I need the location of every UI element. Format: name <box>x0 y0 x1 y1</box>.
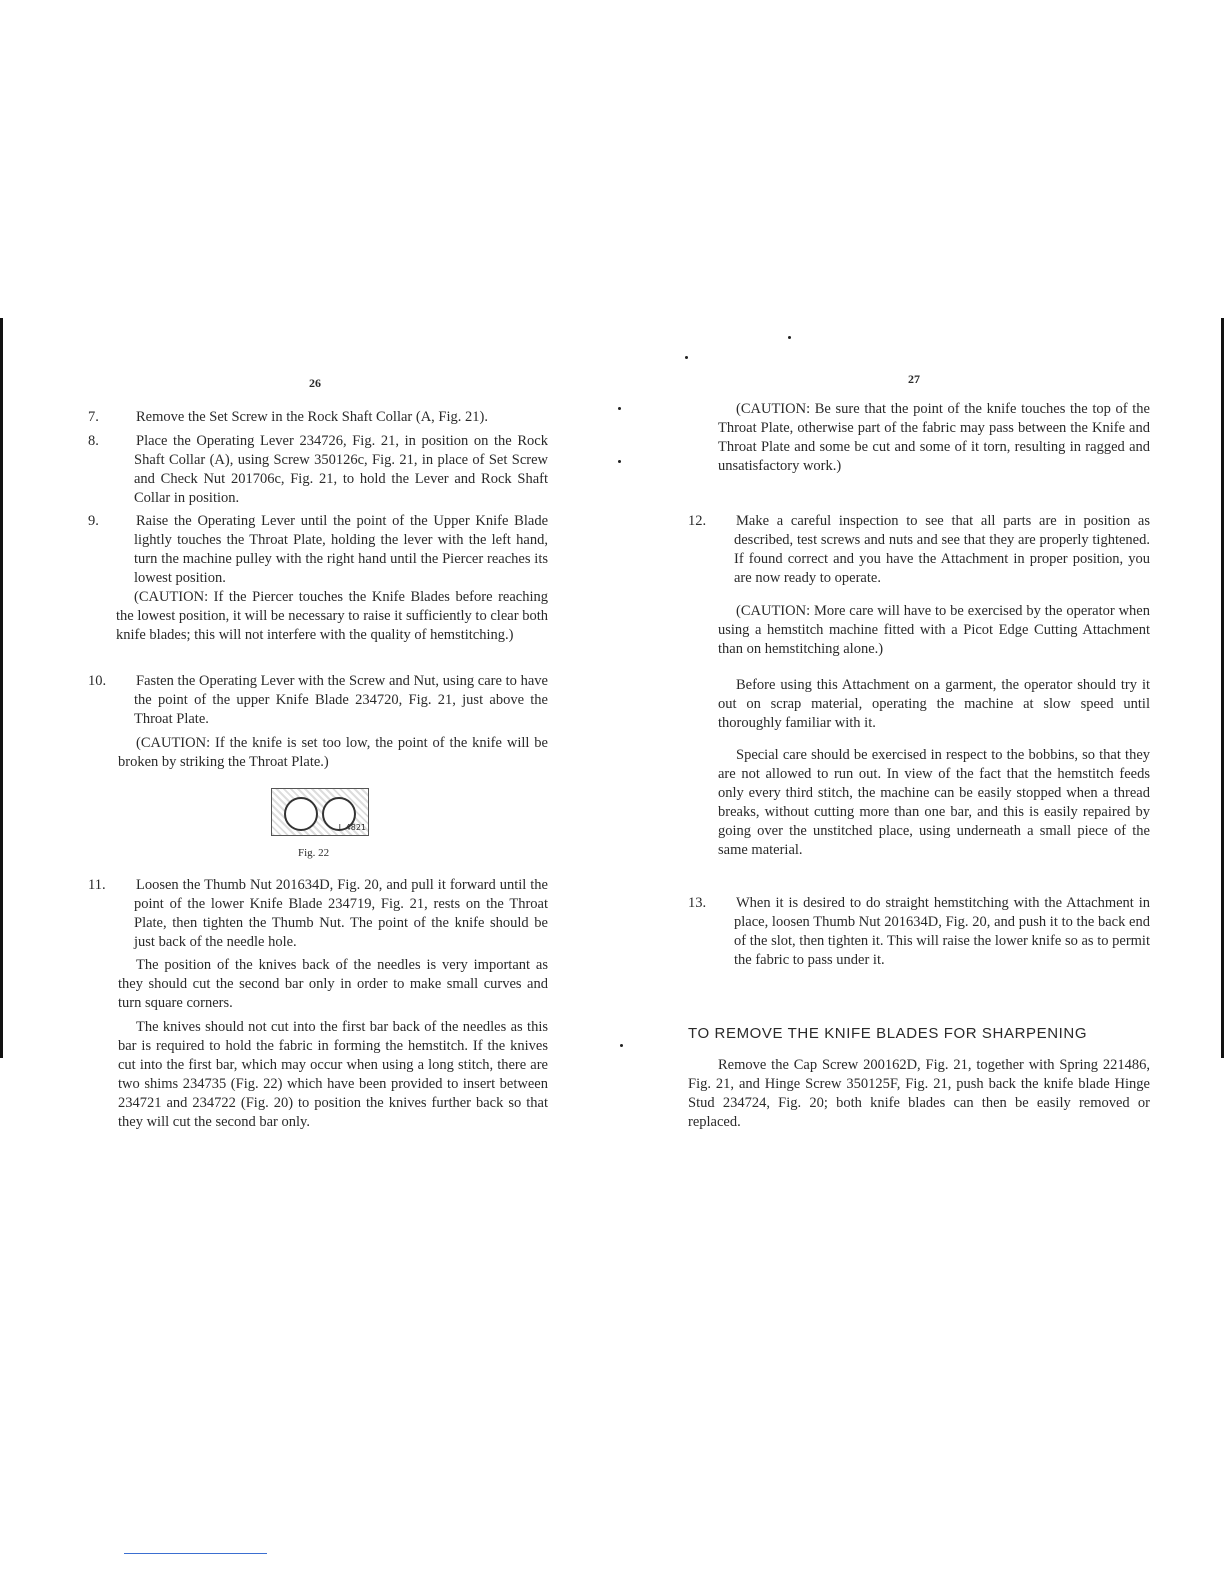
list-item-10 <box>88 672 548 729</box>
caution-10 <box>118 734 548 772</box>
list-item-9 <box>88 512 548 588</box>
paragraph-text: Before using this Attachment on a garment, the operator should try it out on scrap material, operating the machine at slow speed until thoroughly familiar with it. <box>718 677 1150 731</box>
paragraph-text: Remove the Cap Screw 200162D, Fig. 21, together with Spring 221486, Fig. 21, and Hinge Screw 350125F, Fig. 21, push back the knife blade Hinge Stud 234724, Fig. 20; both knife blades can then be easily removed or replaced. <box>688 1057 1150 1130</box>
shim-hole-icon <box>284 797 318 831</box>
scan-speck <box>788 336 791 339</box>
figure-caption: Fig. 22 <box>298 847 330 859</box>
list-item-7 <box>88 408 548 427</box>
paragraph <box>118 1018 548 1132</box>
scan-speck <box>618 407 621 410</box>
paragraph-text: Special care should be exercised in respect to the bobbins, so that they are not allowed to run out. In view of the fact that the hemstitch feeds only every third stitch, the machine can be easily stopped when a thread breaks, without cutting more than one bar, and this is easily repaired by going over the unstitched place, using underneath a small piece of the same material. <box>718 747 1150 858</box>
caution-text: (CAUTION: More care will have to be exercised by the operator when using a hemstitch machine fitted with a Picot Edge Cutting Attachment than on hemstitching alone.) <box>718 603 1150 657</box>
scan-speck <box>685 356 688 359</box>
item-number: 12. <box>688 513 707 529</box>
caution-text: (CAUTION: If the Piercer touches the Knife Blades before reaching the lowest position, it will be necessary to raise it sufficiently to clear both knife blades; this will not interfere with the quality of hemstitching.) <box>116 589 548 643</box>
left-scan-edge <box>0 318 3 1058</box>
scan-speck <box>618 460 621 463</box>
left-page <box>88 370 548 1160</box>
list-item-8 <box>88 432 548 508</box>
caution-12 <box>718 602 1150 659</box>
right-page <box>688 370 1150 1160</box>
caution-top <box>718 400 1150 476</box>
list-item-12 <box>688 512 1150 588</box>
item-text: Raise the Operating Lever until the point of the Upper Knife Blade lightly touches the Throat Plate, holding the lever with the left hand, turn the machine pulley with the right hand until the Piercer reaches its lowest position. <box>134 513 548 586</box>
paragraph-text: The knives should not cut into the first bar back of the needles as this bar is required to hold the fabric in forming the hemstitch. If the knives cut into the first bar, which may occur when using a long stitch, there are two shims 234735 (Fig. 22) which have been provided to insert between 234721 and 234722 (Fig. 20) to position the knives further back so that they will cut the second bar only. <box>118 1019 548 1130</box>
page-number-left: 26 <box>309 376 321 390</box>
paragraph <box>718 676 1150 733</box>
caution-9 <box>118 588 548 645</box>
item-number: 9. <box>88 513 99 529</box>
item-number: 7. <box>88 409 99 425</box>
item-text: Remove the Set Screw in the Rock Shaft Collar (A, Fig. 21). <box>136 409 488 425</box>
list-item-11 <box>88 876 548 952</box>
caution-text: (CAUTION: If the knife is set too low, the point of the knife will be broken by striking the Throat Plate.) <box>118 735 548 770</box>
scan-speck <box>620 1044 623 1047</box>
figure-22-image <box>271 788 369 836</box>
item-number: 8. <box>88 433 99 449</box>
paragraph <box>118 956 548 1013</box>
paragraph-text: The position of the knives back of the needles is very important as they should cut the second bar only in order to make small curves and turn square corners. <box>118 957 548 1011</box>
caution-text: (CAUTION: Be sure that the point of the knife touches the top of the Throat Plate, otherwise part of the fabric may pass between the Knife and Throat Plate and some be cut and some of it torn, resulting in ragged and unsatisfactory work.) <box>718 401 1150 474</box>
list-item-13 <box>688 894 1150 970</box>
item-number: 11. <box>88 877 106 893</box>
paragraph <box>688 1056 1150 1132</box>
item-text: Loosen the Thumb Nut 201634D, Fig. 20, and pull it forward until the point of the lower Knife Blade 234719, Fig. 21, rests on the Throat Plate, then tighten the Thumb Nut. The point of the knife should be just back of the needle hole. <box>134 877 548 950</box>
item-text: Fasten the Operating Lever with the Screw and Nut, using care to have the point of the upper Knife Blade 234720, Fig. 21, just above the Throat Plate. <box>134 673 548 727</box>
item-number: 10. <box>88 673 107 689</box>
item-number: 13. <box>688 895 707 911</box>
bottom-rule <box>124 1553 267 1554</box>
paragraph <box>718 746 1150 860</box>
page-number-right: 27 <box>908 372 920 386</box>
item-text: Place the Operating Lever 234726, Fig. 21, in position on the Rock Shaft Collar (A), using Screw 350126c, Fig. 21, in place of Set Screw and Check Nut 201706c, Fig. 21, to hold the Lever and Rock Shaft Collar in position. <box>134 433 548 506</box>
figure-code: L 4821 <box>338 823 366 832</box>
item-text: Make a careful inspection to see that all parts are in position as described, test screws and nuts and see that they are properly tightened. If found correct and you have the Attachment in proper position, you are now ready to operate. <box>734 513 1150 586</box>
item-text: When it is desired to do straight hemstitching with the Attachment in place, loosen Thumb Nut 201634D, Fig. 20, and push it to the back end of the slot, then tighten it. This will raise the lower knife so as to permit the fabric to pass under it. <box>734 895 1150 968</box>
section-heading: TO REMOVE THE KNIFE BLADES FOR SHARPENING <box>688 1025 1088 1042</box>
